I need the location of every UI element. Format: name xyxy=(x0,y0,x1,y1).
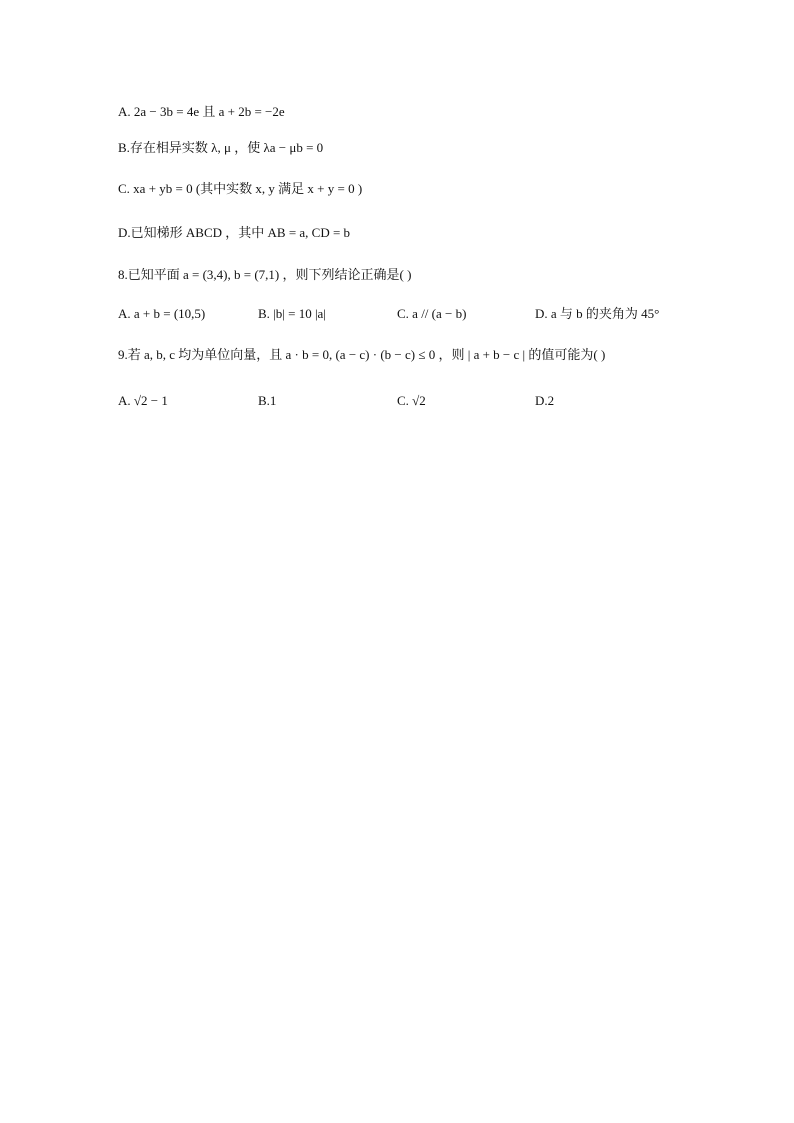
q9-option-b xyxy=(258,392,276,410)
q7-option-d xyxy=(118,224,350,242)
q8-option-a xyxy=(118,305,205,323)
q8-option-d-text: D. a 与 b 的夹角为 45° xyxy=(535,306,660,321)
q7-option-a-text: A. 2a − 3b = 4e 且 a + 2b = −2e xyxy=(118,104,285,119)
q9-option-d-text: D.2 xyxy=(535,393,555,408)
q9-option-b-text: B.1 xyxy=(258,393,277,408)
q9-stem xyxy=(118,346,605,364)
q8-stem-text: 8.已知平面 a = (3,4), b = (7,1) ，则下列结论正确是( ) xyxy=(118,267,412,282)
q9-option-a xyxy=(118,392,168,410)
q7-option-d-text: D.已知梯形 ABCD ，其中 AB = a, CD = b xyxy=(118,225,351,240)
q8-option-d xyxy=(535,305,659,323)
q8-option-c xyxy=(397,305,466,323)
q7-option-c xyxy=(118,180,362,198)
q7-option-b xyxy=(118,139,323,157)
q9-option-c xyxy=(397,392,426,410)
q7-option-a xyxy=(118,103,285,121)
q7-option-b-text: B.存在相异实数 λ, μ ，使 λa − μb = 0 xyxy=(118,140,324,155)
q9-stem-text: 9.若 a, b, c 均为单位向量，且 a · b = 0, (a − c) · (b − c) ≤ 0 ，则 | a + b − c | 的值可能为( ) xyxy=(118,347,606,362)
q8-option-b xyxy=(258,305,326,323)
q8-option-c-text: C. a // (a − b) xyxy=(397,306,467,321)
q8-option-a-text: A. a + b = (10,5) xyxy=(118,306,206,321)
q7-option-c-text: C. xa + yb = 0 (其中实数 x, y 满足 x + y = 0 ) xyxy=(118,181,363,196)
q9-option-c-text: C. √2 xyxy=(397,393,426,408)
q9-option-a-text: A. √2 − 1 xyxy=(118,393,168,408)
q8-option-b-text: B. |b| = 10 |a| xyxy=(258,306,326,321)
q9-option-d xyxy=(535,392,554,410)
q8-stem xyxy=(118,266,411,284)
